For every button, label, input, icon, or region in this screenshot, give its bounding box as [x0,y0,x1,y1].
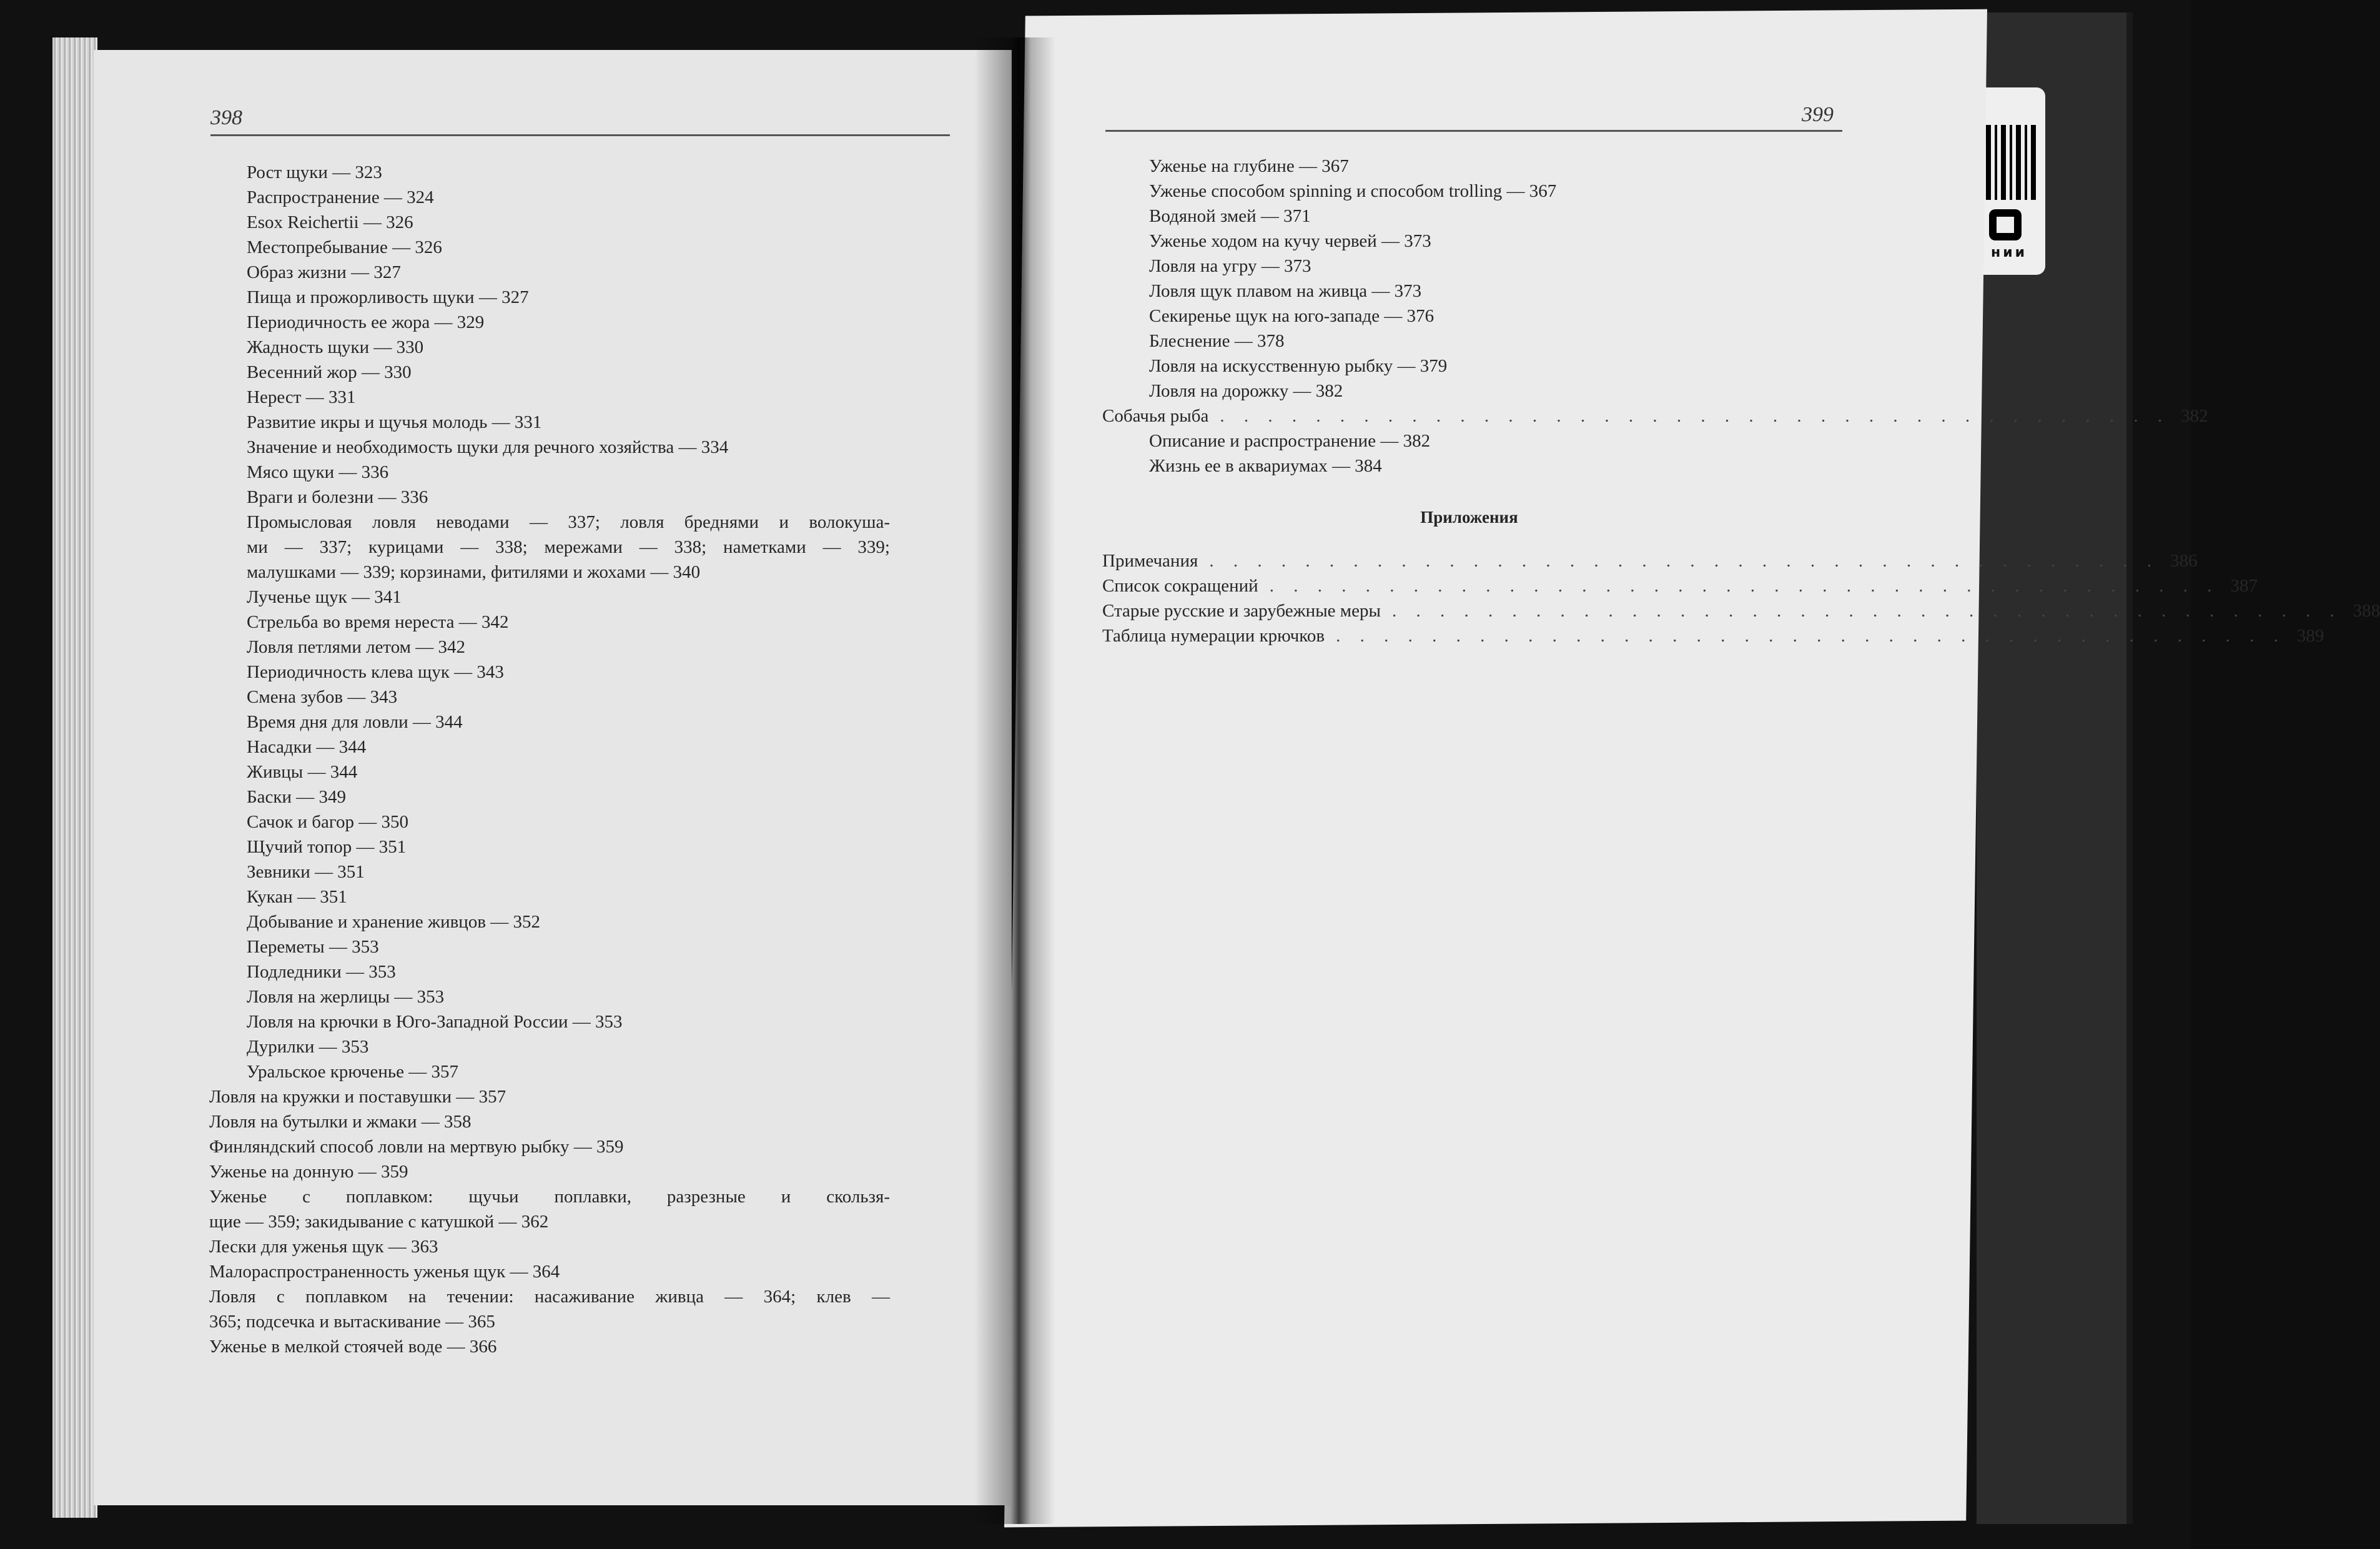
toc-appendix-entry [1102,626,2324,646]
toc-line: Финляндский способ ловли на мертвую рыбку — 359 [209,1137,624,1157]
toc-line: Жизнь ее в аквариумах — 384 [1149,456,1382,476]
toc-line: Пища и прожорливость щуки — 327 [247,287,529,307]
appendix-heading: Приложения [1420,508,1518,527]
toc-line: Дурилки — 353 [247,1037,369,1057]
toc-line: 365; подсечка и вытаскивание — 365 [209,1312,495,1332]
header-rule-right [1105,130,1842,132]
toc-line: Секиренье щук на юго-западе — 376 [1149,306,1434,326]
toc-line: Местопребывание — 326 [247,237,442,257]
toc-line: ми — 337; курицами — 338; мережами — 338; наметками — 339; [247,537,890,557]
toc-line: Малораспространенность уженья щук — 364 [209,1262,560,1282]
toc-section-title: Собачья рыба [1102,406,1209,426]
toc-line: Ловля на искусственную рыбку — 379 [1149,356,1448,376]
toc-line: Уженье на глубине — 367 [1149,156,1349,176]
toc-appendix-title: Старые русские и зарубежные меры [1102,601,1381,621]
toc-line: Ловля петлями летом — 342 [247,637,466,657]
toc-line: Ловля на жерлицы — 353 [247,987,445,1007]
toc-section-entry [1102,406,2208,427]
toc-line: Ловля щук плавом на живца — 373 [1149,281,1422,301]
sticker-label: нии [1991,245,2028,260]
toc-appendix-page: 386 [2170,551,2198,571]
toc-line: Ловля с поплавком на течении: насаживание живца — 364; клев — [209,1287,890,1307]
toc-line: Ловля на дорожку — 382 [1149,381,1343,401]
toc-line: Ловля на крючки в Юго-Западной России — 353 [247,1012,623,1032]
toc-line: Смена зубов — 343 [247,687,398,707]
toc-line: Лученье щук — 341 [247,587,402,607]
barcode-icon [1986,125,2036,200]
toc-line: Промысловая ловля неводами — 337; ловля бреднями и волокуша- [247,512,890,532]
toc-line: Сачок и багор — 350 [247,812,409,832]
toc-appendix-entry [1102,601,2380,621]
toc-line: Щучий топор — 351 [247,837,407,857]
toc-line: Уральское крюченье — 357 [247,1062,458,1082]
toc-appendix-page: 387 [2230,576,2258,596]
toc-line: Живцы — 344 [247,762,358,782]
toc-line: Насадки — 344 [247,737,367,757]
toc-line: Уженье на донную — 359 [209,1162,408,1182]
toc-line: Время дня для ловли — 344 [247,712,463,732]
toc-appendix-title: Примечания [1102,551,1198,571]
toc-line: Ловля на угру — 373 [1149,256,1311,276]
toc-appendix-page: 389 [2296,626,2324,646]
toc-line: Периодичность ее жора — 329 [247,312,485,332]
toc-leader-dots: . . . . . . . . . . . . . . . . . . . . . . . . . . . . . . . . . . . . . . . . [1336,626,2286,646]
toc-line: Уженье в мелкой стоячей воде — 366 [209,1337,497,1357]
toc-line: Весенний жор — 330 [247,362,412,382]
toc-line: Переметы — 353 [247,937,379,957]
toc-line: Нерест — 331 [247,387,356,407]
toc-leader-dots: . . . . . . . . . . . . . . . . . . . . . . . . . . . . . . . . . . . . . . . . [1220,406,2170,426]
toc-line: Ловля на кружки и поставушки — 357 [209,1087,506,1107]
toc-leader-dots: . . . . . . . . . . . . . . . . . . . . . . . . . . . . . . . . . . . . . . . . [1392,601,2342,621]
toc-line: Добывание и хранение живцов — 352 [247,912,541,932]
page-number-right: 399 [1802,103,1834,126]
toc-line: Баски — 349 [247,787,347,807]
toc-line: Рост щуки — 323 [247,162,382,182]
toc-leader-dots: . . . . . . . . . . . . . . . . . . . . . . . . . . . . . . . . . . . . . . . . [1209,551,2160,571]
toc-appendix-page: 388 [2353,601,2380,621]
toc-line: Описание и распространение — 382 [1149,431,1431,451]
toc-leader-dots: . . . . . . . . . . . . . . . . . . . . . . . . . . . . . . . . . . . . . . . . [1269,576,2220,596]
toc-line: Уженье с поплавком: щучьи поплавки, разрезные и скользя- [209,1187,890,1207]
toc-line: Значение и необходимость щуки для речного хозяйства — 334 [247,437,729,457]
toc-appendix-title: Список сокращений [1102,576,1258,596]
toc-line: Развитие икры и щучья молодь — 331 [247,412,542,432]
toc-line: Лески для уженья щук — 363 [209,1237,438,1257]
toc-line: Зевники — 351 [247,862,365,882]
toc-line: Уженье ходом на кучу червей — 373 [1149,231,1431,251]
toc-line: Уженье способом spinning и способом trolling — 367 [1149,181,1557,201]
toc-line: Враги и болезни — 336 [247,487,428,507]
toc-section-page: 382 [2181,406,2208,426]
toc-line: Жадность щуки — 330 [247,337,424,357]
page-number-left: 398 [210,106,242,129]
toc-line: Ловля на бутылки и жмаки — 358 [209,1112,472,1132]
toc-appendix-entry [1102,576,2258,596]
toc-line: Водяной змей — 371 [1149,206,1311,226]
toc-line: Кукан — 351 [247,887,347,907]
toc-line: Блеснение — 378 [1149,331,1285,351]
toc-line: Распространение — 324 [247,187,434,207]
toc-line: Образ жизни — 327 [247,262,401,282]
page-stack-edge [52,37,97,1518]
toc-appendix-title: Таблица нумерации крючков [1102,626,1325,646]
toc-line: малушками — 339; корзинами, фитилями и жохами — 340 [247,562,701,582]
toc-line: Периодичность клева щук — 343 [247,662,504,682]
toc-line: Стрельба во время нереста — 342 [247,612,509,632]
header-rule-left [210,134,950,136]
book-gutter [974,37,1055,1524]
toc-line: Мясо щуки — 336 [247,462,389,482]
toc-line: Esox Reichertii — 326 [247,212,413,232]
toc-appendix-entry [1102,551,2198,572]
toc-line: щие — 359; закидывание с катушкой — 362 [209,1212,549,1232]
sticker-digit-icon [1989,209,2022,240]
toc-line: Подледники — 353 [247,962,396,982]
